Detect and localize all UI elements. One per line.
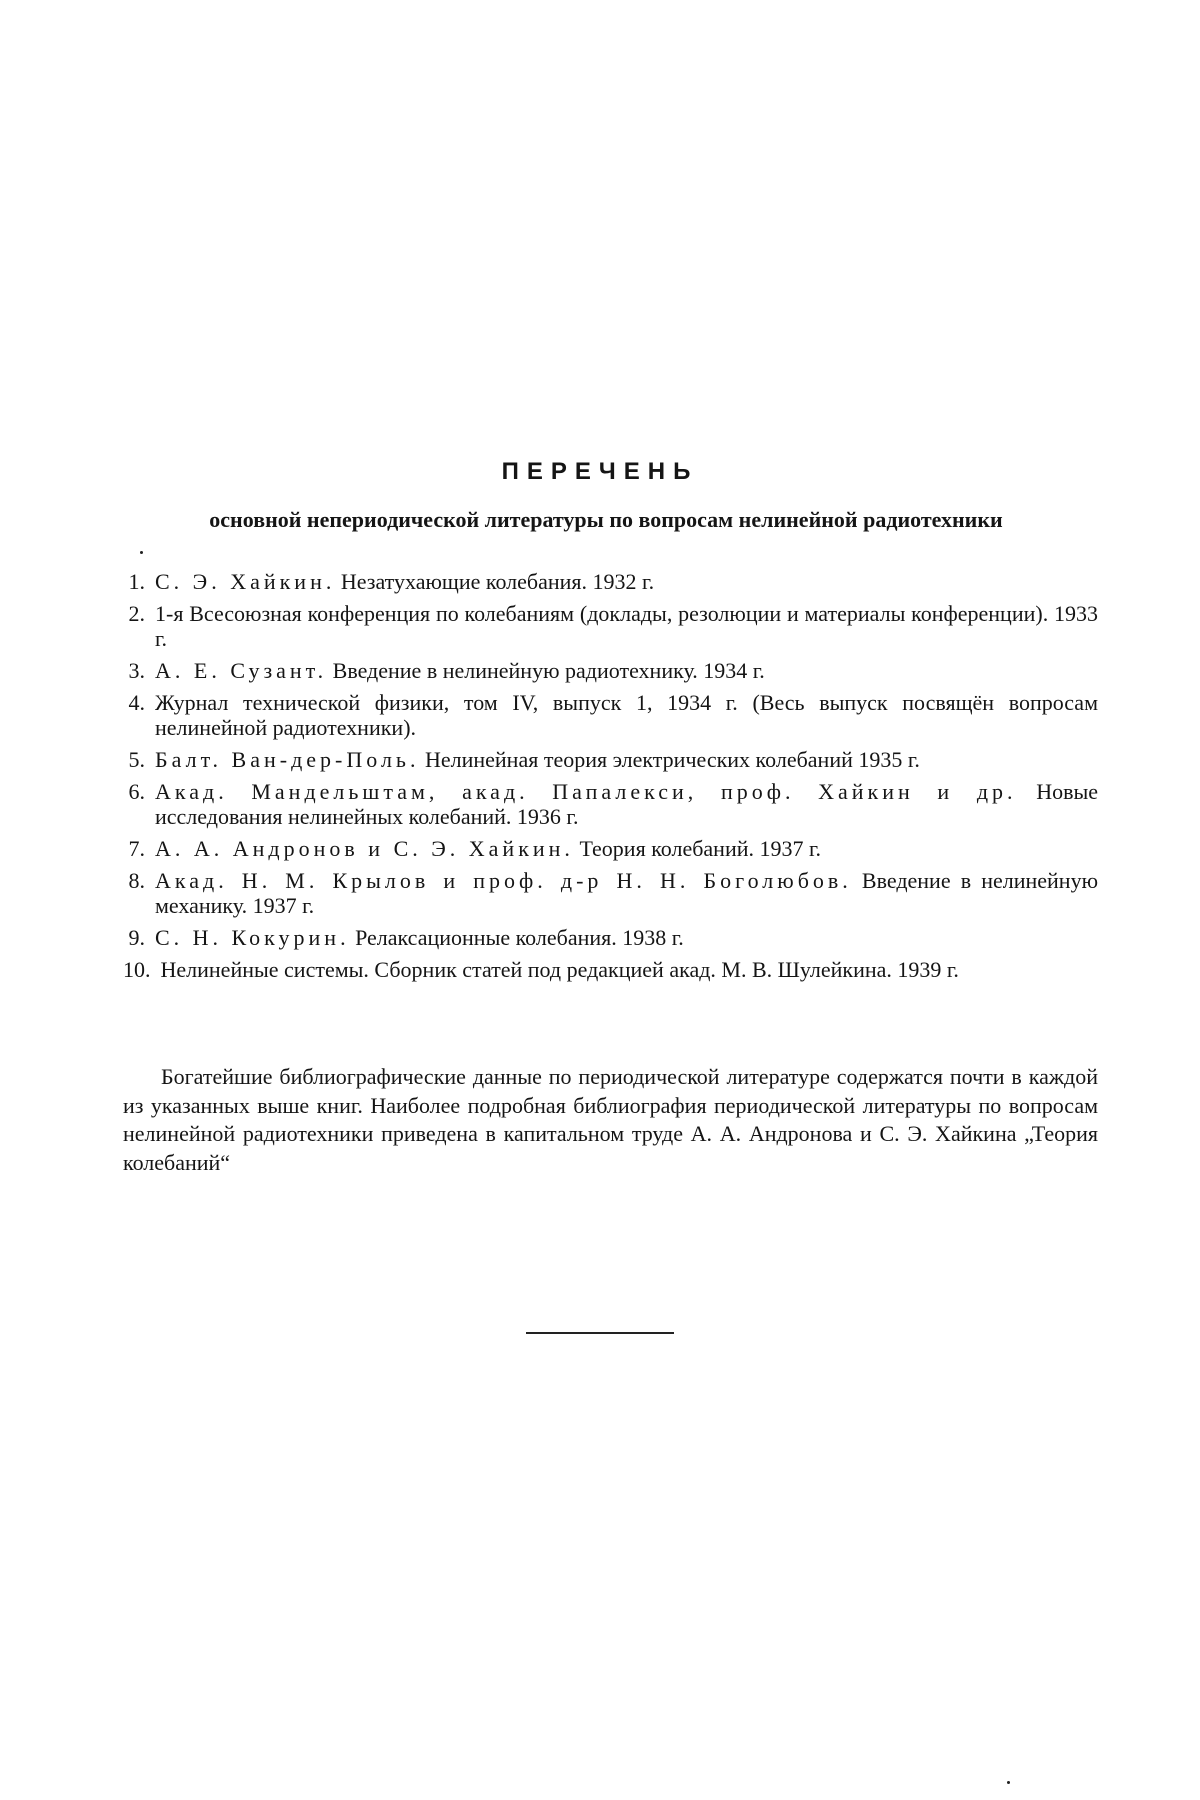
item-number: 1. (128, 569, 145, 594)
item-author: А. Е. Сузант. (155, 658, 328, 683)
bibliography-item (123, 868, 1098, 918)
bibliography-item (123, 957, 1098, 982)
item-text: 1-я Всесоюзная конференция по колебаниям (доклады, резолюции и материалы конференции). 1933 г. (155, 601, 1098, 651)
item-body (155, 658, 1098, 683)
item-body (155, 779, 1098, 829)
item-body (161, 957, 1099, 982)
item-text: Новые исследования нелинейных колебаний. 1936 г. (155, 779, 1099, 829)
item-text: Нелинейные системы. Сборник статей под редакцией акад. М. В. Шулейкина. 1939 г. (160, 957, 959, 982)
item-text: Журнал технической физики, том IV, выпуск 1, 1934 г. (Весь выпуск посвящён вопросам нелинейной радиотехники). (155, 690, 1098, 740)
item-number: 6. (128, 779, 145, 804)
bibliography-item (123, 925, 1098, 950)
item-text: Незатухающие колебания. 1932 г. (340, 569, 655, 594)
page-title: ПЕРЕЧЕНЬ (501, 458, 699, 485)
closing-paragraph: Богатейшие библиографические данные по периодической литературе содержатся почти в каждой из указанных выше книг. Наиболее подробная библиография периодической литературы по вопросам нелинейной радиотехники приведена в капитальном труде А. А. Андронова и С. Э. Хайкина „Теория колебаний“ (123, 1064, 1098, 1175)
bibliography-item (123, 747, 1098, 772)
bibliography-item (123, 836, 1098, 861)
item-number: 4. (128, 690, 145, 715)
item-author: Акад. Мандельштам, акад. Папалекси, проф. Хайкин и др. (155, 779, 1017, 804)
item-body (155, 925, 1098, 950)
item-body (155, 747, 1098, 772)
item-number: 2. (128, 601, 145, 626)
end-rule (526, 1332, 674, 1334)
item-body (155, 690, 1098, 740)
item-text: Теория колебаний. 1937 г. (579, 836, 822, 861)
item-text: Нелинейная теория электрических колебаний 1935 г. (424, 747, 920, 772)
item-number: 5. (128, 747, 145, 772)
bibliography-list (123, 569, 1098, 989)
item-number: 10. (123, 957, 151, 982)
page-subtitle: основной непериодической литературы по вопросам нелинейной радиотехники (209, 507, 1003, 532)
print-speck (1007, 1781, 1010, 1784)
item-text: Введение в нелинейную механику. 1937 г. (155, 868, 1099, 918)
item-body (155, 601, 1098, 651)
item-number: 7. (128, 836, 145, 861)
bibliography-item (123, 690, 1098, 740)
item-number: 9. (128, 925, 145, 950)
item-author: Балт. Ван-дер-Поль. (155, 747, 420, 772)
bibliography-item (123, 658, 1098, 683)
bibliography-item (123, 601, 1098, 651)
item-text: Релаксационные колебания. 1938 г. (355, 925, 684, 950)
item-body (155, 868, 1098, 918)
item-number: 8. (128, 868, 145, 893)
item-author: С. Н. Кокурин. (155, 925, 350, 950)
item-text: Введение в нелинейную радиотехнику. 1934 г. (332, 658, 765, 683)
print-speck (140, 551, 143, 554)
item-author: Акад. Н. М. Крылов и проф. д-р Н. Н. Боголюбов. (155, 868, 852, 893)
bibliography-item (123, 779, 1098, 829)
item-author: С. Э. Хайкин. (155, 569, 336, 594)
item-number: 3. (128, 658, 145, 683)
item-body (155, 569, 1098, 594)
bibliography-item (123, 569, 1098, 594)
item-body (155, 836, 1098, 861)
item-author: А. А. Андронов и С. Э. Хайкин. (155, 836, 574, 861)
